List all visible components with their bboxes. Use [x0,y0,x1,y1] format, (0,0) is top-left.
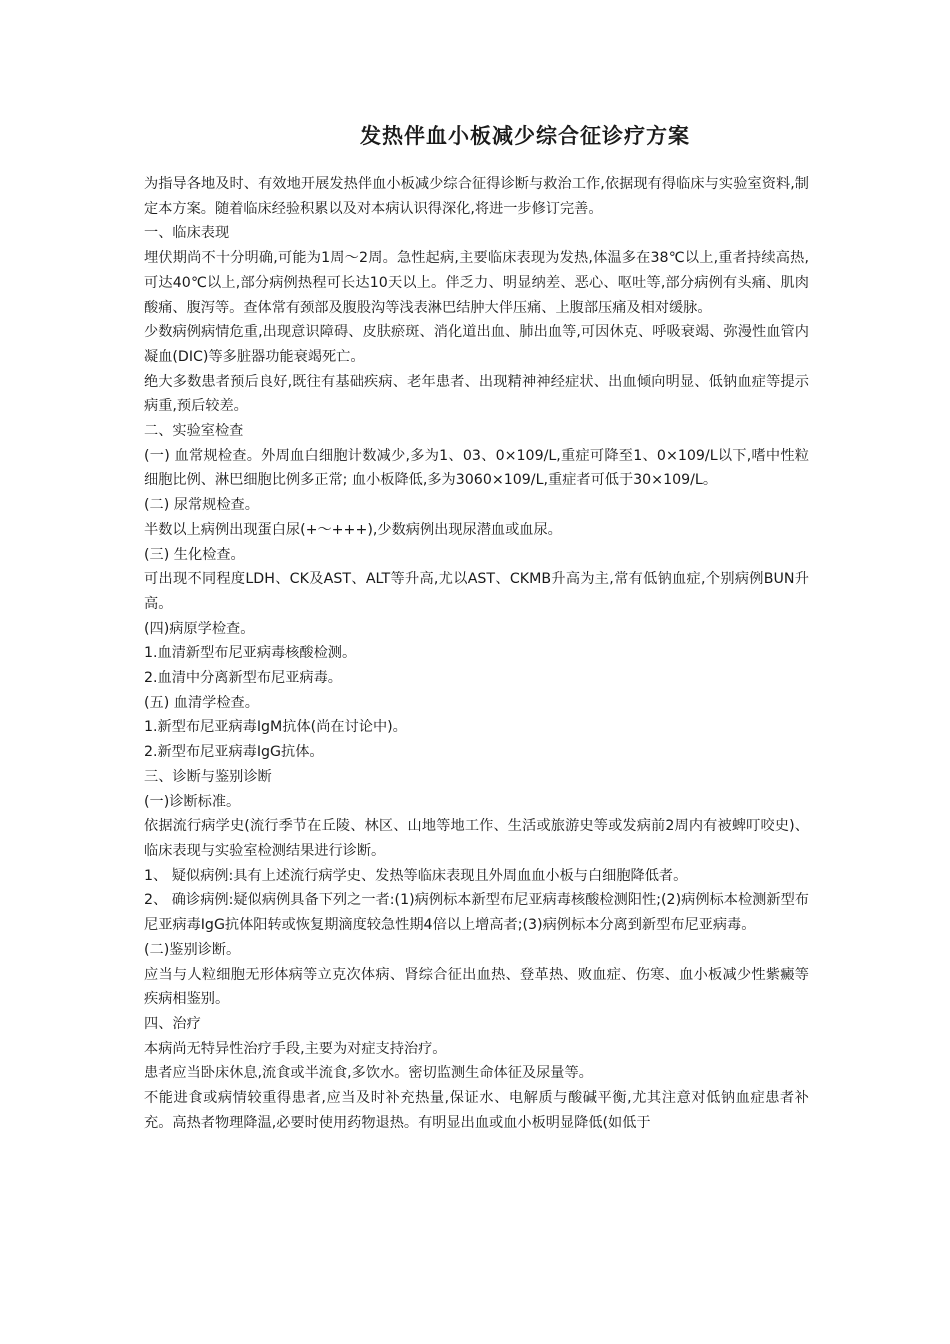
paragraph: 患者应当卧床休息,流食或半流食,多饮水。密切监测生命体征及尿量等。 [144,1065,593,1082]
paragraph: 少数病例病情危重,出现意识障碍、皮肤瘀斑、消化道出血、肺出血等,可因休克、呼吸衰竭、弥漫性血管内凝血(DIC)等多脏器功能衰竭死亡。 [144,324,809,365]
subsection-heading: (四)病原学检查。 [144,620,255,637]
paragraph: 本病尚无特异性治疗手段,主要为对症支持治疗。 [144,1040,447,1057]
paragraph: 绝大多数患者预后良好,既往有基础疾病、老年患者、出现精神神经症状、出血倾向明显、低钠血症等提示病重,预后较差。 [144,373,809,415]
paragraph: 埋伏期尚不十分明确,可能为1周～2周。急性起病,主要临床表现为发热,体温多在38℃以上,重者持续高热,可达40℃以上,部分病例热程可长达10天以上。伴乏力、明显纳差、恶心、呕吐等,部分病例有头痛、肌肉酸痛、腹泻等。查体常有颈部及腹股沟等浅表淋巴结肿大伴压痛、上腹部压痛及相对缓脉。 [144,250,809,316]
list-item: 1.血清新型布尼亚病毒核酸检测。 [144,645,357,662]
subsection-heading: (二)鉴别诊断。 [144,941,241,958]
document-body [144,172,809,1135]
list-item: 2、 确诊病例:疑似病例具备下列之一者:(1)病例标本新型布尼亚病毒核酸检测阳性;(2)病例标本检测新型布尼亚病毒IgG抗体阳转或恢复期滴度较急性期4倍以上增高者;(3)病例标本分离到新型布尼亚病毒。 [144,892,809,934]
list-item: 1.新型布尼亚病毒IgM抗体(尚在讨论中)。 [144,719,407,736]
section-heading: 一、临床表现 [144,225,230,242]
paragraph: 不能进食或病情较重得患者,应当及时补充热量,保证水、电解质与酸碱平衡,尤其注意对低钠血症患者补充。高热者物理降温,必要时使用药物退热。有明显出血或血小板明显降低(如低于 [144,1090,809,1131]
paragraph: 依据流行病学史(流行季节在丘陵、林区、山地等地工作、生活或旅游史等或发病前2周内有被蜱叮咬史)、临床表现与实验室检测结果进行诊断。 [144,818,809,859]
subsection-heading: (五) 血清学检查。 [144,694,259,711]
paragraph: 为指导各地及时、有效地开展发热伴血小板减少综合征得诊断与救治工作,依据现有得临床与实验室资料,制定本方案。随着临床经验积累以及对本病认识得深化,将进一步修订完善。 [144,176,809,217]
paragraph: (一) 血常规检查。外周血白细胞计数减少,多为1、03、0×109/L,重症可降至1、0×109/L以下,嗜中性粒细胞比例、淋巴细胞比例多正常; 血小板降低,多为3060×109/L,重症者可低于30×109/L。 [144,447,809,489]
paragraph: 应当与人粒细胞无形体病等立克次体病、肾综合征出血热、登革热、败血症、伤寒、血小板减少性紫癜等疾病相鉴别。 [144,966,809,1008]
paragraph: 半数以上病例出现蛋白尿(+～+++),少数病例出现尿潜血或血尿。 [144,521,562,538]
list-item: 2.新型布尼亚病毒IgG抗体。 [144,744,324,761]
subsection-heading: (二) 尿常规检查。 [144,497,259,514]
section-heading: 三、诊断与鉴别诊断 [144,768,272,785]
document-title: 发热伴血小板减少综合征诊疗方案 [360,124,690,148]
list-item: 2.血清中分离新型布尼亚病毒。 [144,670,342,687]
list-item: 1、 疑似病例:具有上述流行病学史、发热等临床表现且外周血血小板与白细胞降低者。 [144,867,688,884]
subsection-heading: (一)诊断标准。 [144,793,241,810]
subsection-heading: (三) 生化检查。 [144,546,245,563]
section-heading: 四、治疗 [144,1015,201,1032]
paragraph: 可出现不同程度LDH、CK及AST、ALT等升高,尤以AST、CKMB升高为主,常有低钠血症,个别病例BUN升高。 [144,571,809,612]
section-heading: 二、实验室检查 [144,423,244,440]
